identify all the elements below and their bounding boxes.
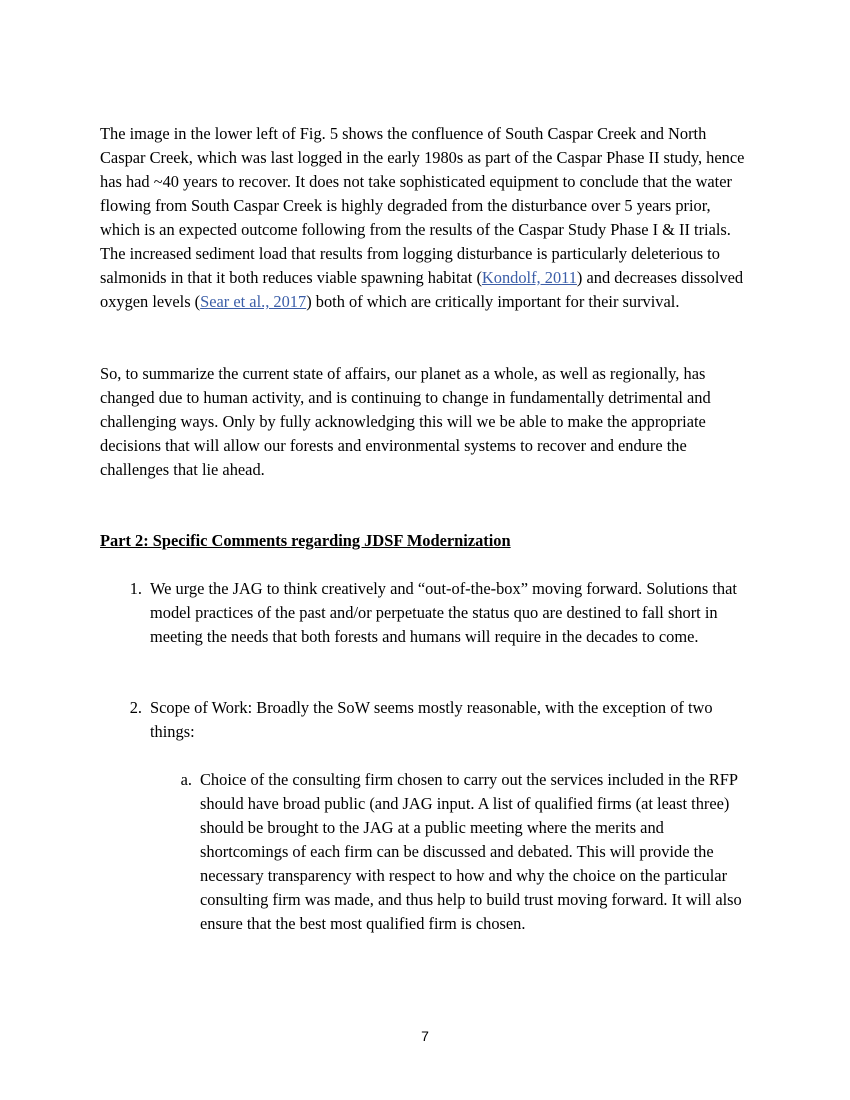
page-number: 7 (421, 1028, 429, 1044)
body-paragraph-summary (100, 362, 750, 482)
list-item-text: Scope of Work: Broadly the SoW seems mostly reasonable, with the exception of two things: (150, 698, 713, 741)
list-marker: 2. (129, 698, 142, 717)
citation-link-kondolf[interactable]: Kondolf, 2011 (481, 268, 577, 287)
list-item (129, 577, 750, 649)
section-heading: Part 2: Specific Comments regarding JDSF Modernization (100, 531, 511, 550)
sublist-item (180, 768, 750, 936)
paragraph-text: The image in the lower left of Fig. 5 shows the confluence of South Caspar Creek and North Caspar Creek, which was last logged in the early 1980s as part of the Caspar Phase II study, hence has had ~40 years to recover. It does not take sophisticated equipment to conclude that the water flowing from South Caspar Creek is highly degraded from the disturbance over 5 years prior, which is an expected outcome following from the results of the Caspar Study Phase I & II trials. The increased sediment load that results from logging disturbance is particularly deleterious to salmonids in that it both reduces viable spawning habitat ( (100, 124, 745, 287)
list-marker: a. (180, 770, 192, 789)
paragraph-text: ) both of which are critically important for their survival. (306, 292, 680, 311)
paragraph-text: So, to summarize the current state of affairs, our planet as a whole, as well as regionally, has changed due to human activity, and is continuing to change in fundamentally detrimental and challenging ways. Only by fully acknowledging this will we be able to make the appropriate decisions that will allow our forests and environmental systems to recover and endure the challenges that lie ahead. (100, 364, 711, 479)
paragraph-text: ) and decreases dissolved oxygen levels ( (100, 268, 744, 311)
list-item-text: We urge the JAG to think creatively and “out-of-the-box” moving forward. Solutions that model practices of the past and/or perpetuate the status quo are destined to fall short in meeting the needs that both forests and humans will require in the decades to come. (150, 579, 737, 646)
list-item (129, 696, 750, 744)
body-paragraph-caspar-creek (100, 122, 750, 314)
citation-link-sear[interactable]: Sear et al., 2017 (200, 292, 307, 311)
list-item-text: Choice of the consulting firm chosen to carry out the services included in the RFP should have broad public (and JAG input. A list of qualified firms (at least three) should be brought to the JAG at a public meeting where the merits and shortcomings of each firm can be discussed and debated. This will provide the necessary transparency with respect to how and why the choice on the particular consulting firm was made, and thus help to build trust moving forward. It will also ensure that the best most qualified firm is chosen. (200, 770, 742, 933)
list-marker: 1. (129, 579, 142, 598)
